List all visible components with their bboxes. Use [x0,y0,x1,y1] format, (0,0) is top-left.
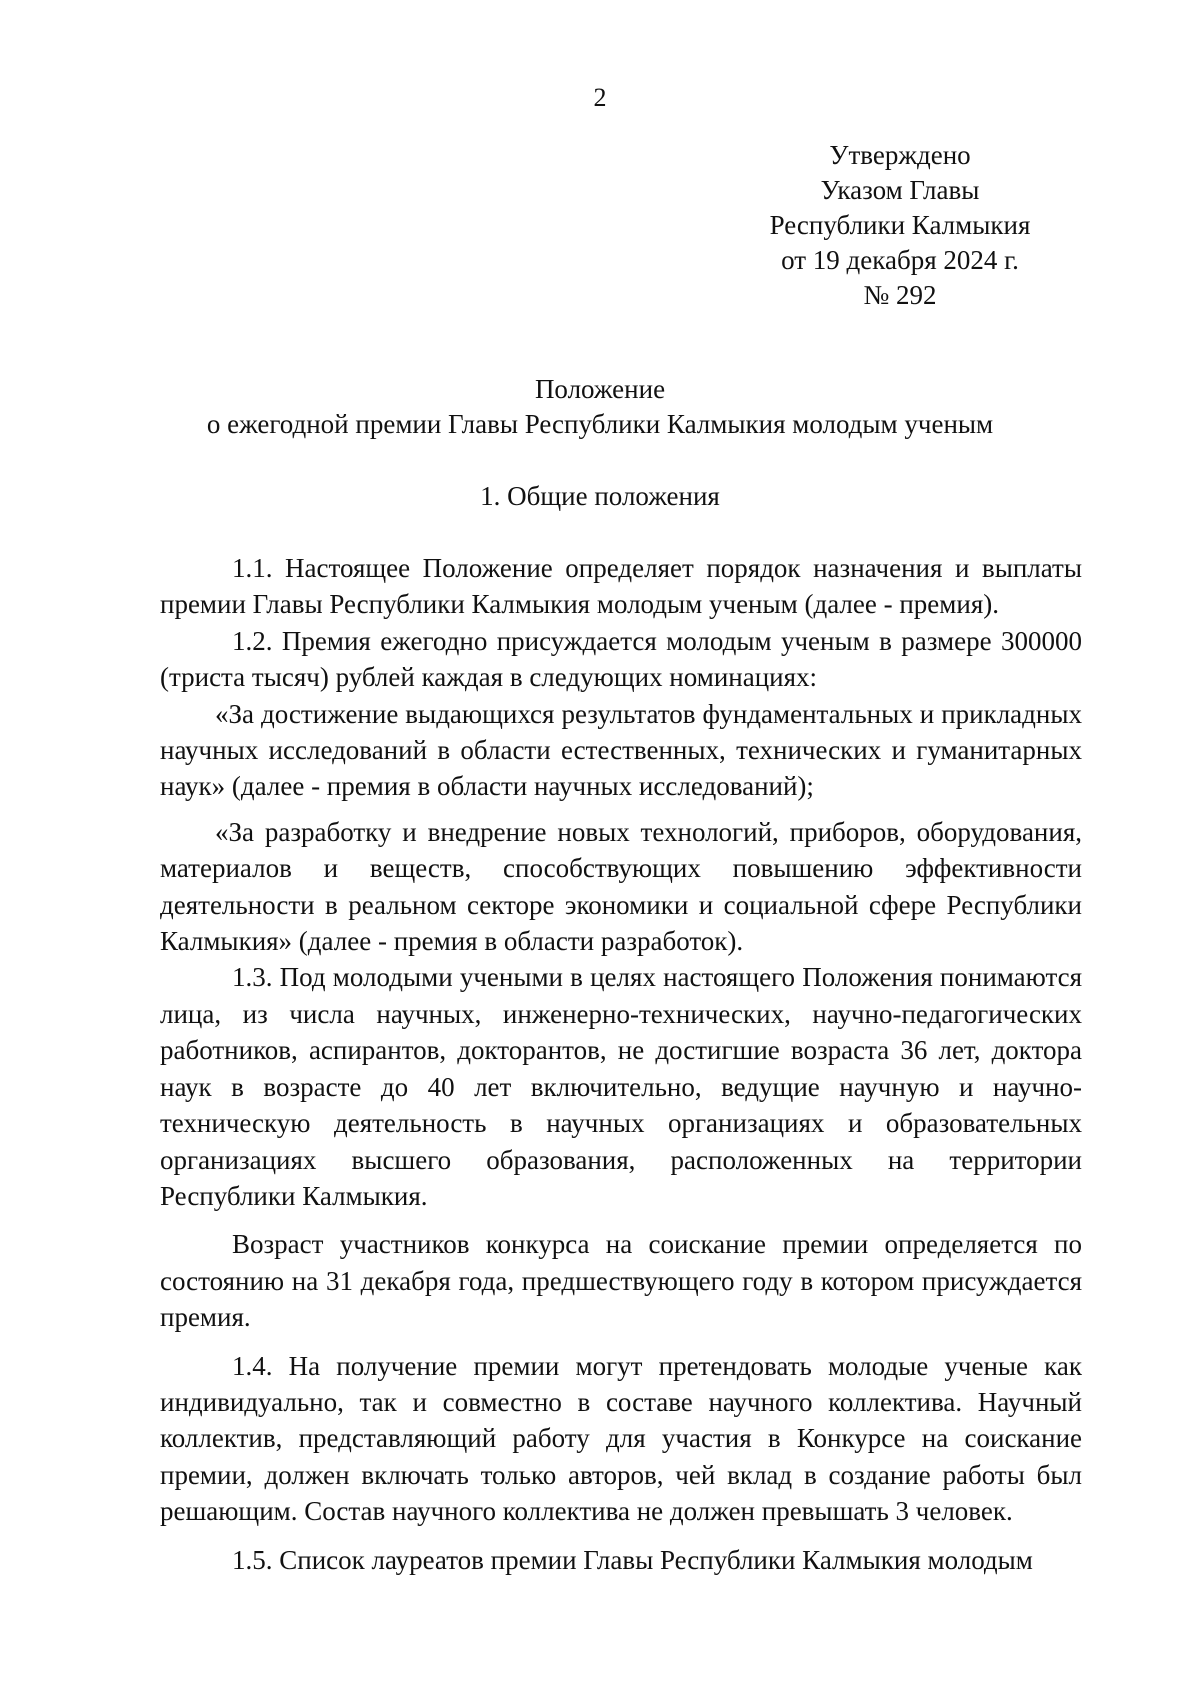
nomination-research: «За достижение выдающихся результатов фундаментальных и прикладных научных исследований в области естественных, технических и гуманитарных наук» (далее - премия в области научных исследований); [160,698,1082,802]
paragraph-1-5: 1.5. Список лауреатов премии Главы Республики Калмыкия молодым [232,1544,1033,1575]
approval-line: от 19 декабря 2024 г. [781,245,1019,275]
paragraph-1-2: 1.2. Премия ежегодно присуждается молодым ученым в размере 300000 (триста тысяч) рублей каждая в следующих номинациях: [160,625,1082,693]
title-line-1: Положение [534,374,666,404]
page-number: 2 [593,83,607,112]
section-heading: 1. Общие положения [480,481,720,511]
paragraph-1-1: 1.1. Настоящее Положение определяет порядок назначения и выплаты премии Главы Республики Калмыкия молодым ученым (далее - премия). [160,553,1082,620]
paragraph-1-4: 1.4. На получение премии могут претендовать молодые ученые как индивидуально, так и совместно в составе научного коллектива. Научный коллектив, представляющий работу для участия в Конкурсе на соискание премии, должен включать только авторов, чей вклад в создание работы был решающим. Состав научного коллектива не должен превышать 3 человек. [160,1350,1082,1527]
paragraph-age: Возраст участников конкурса на соискание премии определяется по состоянию на 31 декабря года, предшествующего году в котором присуждается премия. [160,1229,1082,1333]
document-body [160,550,1082,1578]
nomination-development: «За разработку и внедрение новых технологий, приборов, оборудования, материалов и веществ, способствующих повышению эффективности деятельности в реальном секторе экономики и социальной сфере Республики Калмыкия» (далее - премия в области разработок). [160,816,1082,957]
paragraph-1-3: 1.3. Под молодыми учеными в целях настоящего Положения понимаются лица, из числа научных, инженерно-технических, научно-педагогических работников, аспирантов, докторантов, не достигшие возраста 36 лет, доктора наук в возрасте до 40 лет включительно, ведущие научную и научно-техническую деятельность в научных организациях и образовательных организациях высшего образования, расположенных на территории Республики Калмыкия. [160,962,1082,1211]
document-title [0,372,1200,442]
title-line-2: о ежегодной премии Главы Республики Калмыкия молодым ученым [206,409,994,439]
approval-stamp [720,138,1080,313]
approval-line: № 292 [863,280,937,310]
approval-line: Указом Главы [820,175,980,205]
approval-line: Утверждено [829,140,971,170]
approval-line: Республики Калмыкия [769,210,1031,240]
